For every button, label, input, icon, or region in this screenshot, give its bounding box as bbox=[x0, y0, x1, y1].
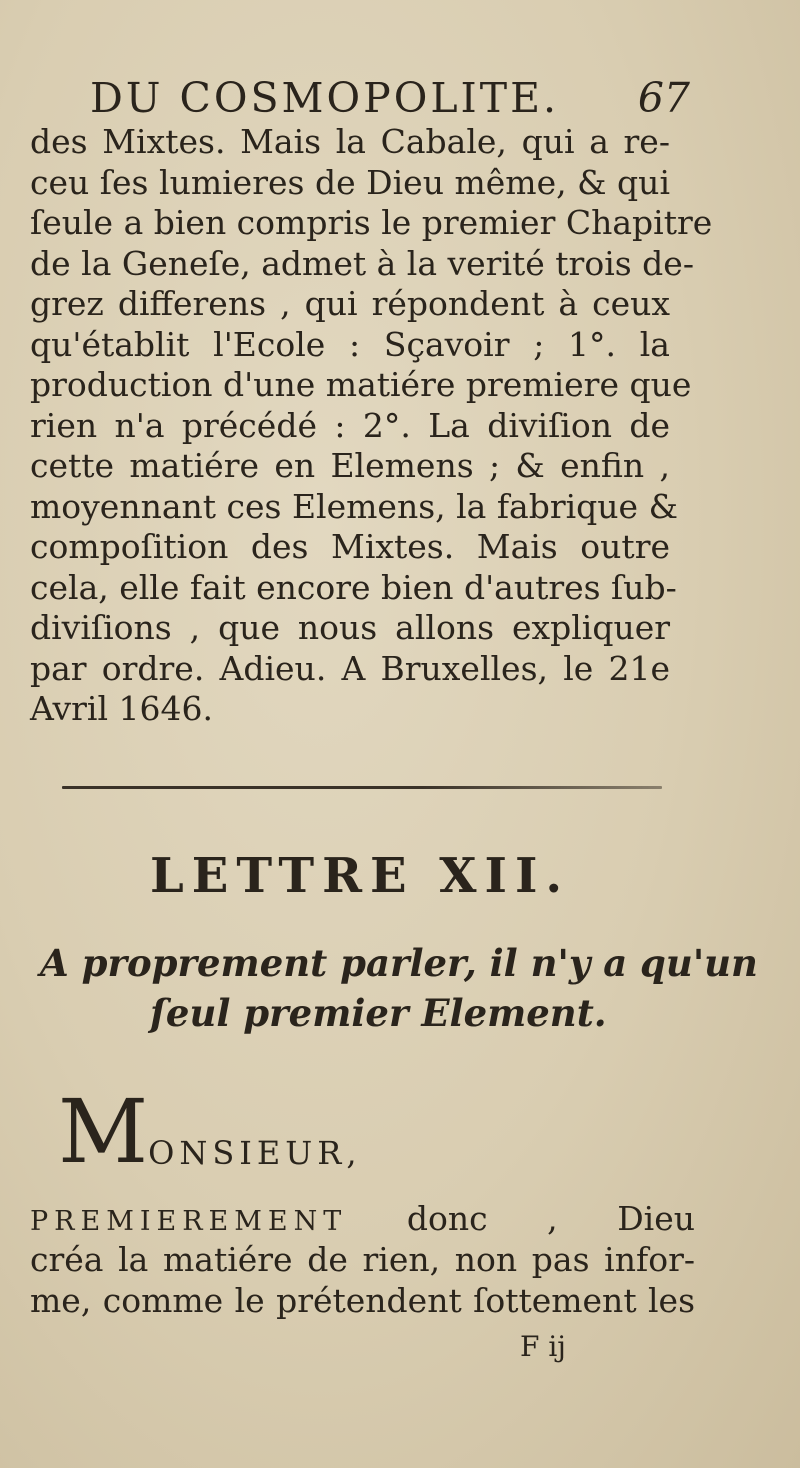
page-number: 67 bbox=[637, 74, 690, 122]
lead-word: PREMIEREMENT bbox=[30, 1206, 348, 1237]
text-line: cette matiére en Elemens ; & enfin , bbox=[30, 446, 670, 485]
text-line: par ordre. Adieu. A Bruxelles, le 21e bbox=[30, 648, 670, 688]
running-head bbox=[90, 74, 690, 122]
text-line: diviſions , que nous allons expliquer bbox=[30, 608, 670, 647]
signature-mark: F ij bbox=[520, 1330, 566, 1363]
text-line: ceu ſes lumieres de Dieu même, & qui bbox=[30, 162, 670, 202]
section-divider bbox=[62, 786, 662, 789]
text-line bbox=[30, 1198, 695, 1239]
paragraph-1 bbox=[30, 122, 713, 730]
text-line: de la Geneſe, admet à la verité trois de- bbox=[30, 243, 694, 283]
text-line: rien n'a précédé : 2°. La diviſion de bbox=[30, 405, 670, 445]
text-line: cela, elle fait encore bien d'autres ſub- bbox=[30, 567, 677, 607]
text-line: ſeule a bien compris le premier Chapitre bbox=[30, 203, 713, 242]
running-head-title: DU COSMOPOLITE. bbox=[90, 74, 560, 122]
salutation-rest: ONSIEUR, bbox=[148, 1134, 362, 1172]
text-line: grez differens , qui répondent à ceux bbox=[30, 284, 670, 323]
salutation bbox=[58, 1080, 362, 1183]
text-line: compoſition des Mixtes. Mais outre bbox=[30, 527, 670, 566]
text-line: production d'une matiére premiere que bbox=[30, 365, 692, 404]
letter-subtitle bbox=[40, 938, 758, 1038]
text-line: des Mixtes. Mais la Cabale, qui a re- bbox=[30, 122, 670, 161]
subtitle-line-2: ſeul premier Element. bbox=[150, 991, 607, 1035]
letter-title: LETTRE XII. bbox=[150, 848, 571, 904]
text-line: créa la matiére de rien, non pas infor- bbox=[30, 1240, 695, 1279]
text-line: Avril 1646. bbox=[30, 689, 213, 728]
subtitle-line-1: A proprement parler, il n'y a qu'un bbox=[40, 941, 758, 985]
line-rest: donc , Dieu bbox=[406, 1199, 695, 1238]
drop-capital: M bbox=[58, 1080, 149, 1183]
text-line: me, comme le prétendent ſottement les bbox=[30, 1281, 695, 1320]
paragraph-2 bbox=[30, 1198, 695, 1321]
text-line: qu'établit l'Ecole : Sçavoir ; 1°. la bbox=[30, 324, 670, 364]
text-line: moyennant ces Elemens, la fabrique & bbox=[30, 486, 678, 526]
